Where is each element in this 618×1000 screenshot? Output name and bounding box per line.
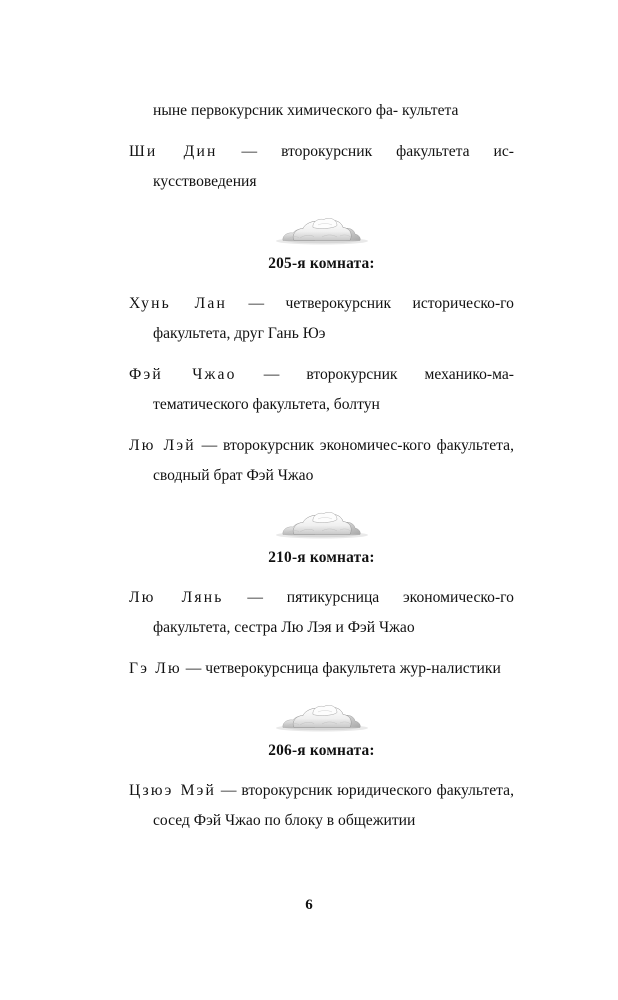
- entry-text-line2: налистики: [431, 660, 501, 677]
- em-dash: —: [220, 782, 237, 799]
- person-name: Хунь Лан: [129, 295, 228, 312]
- person-name: Лю Лэй: [129, 437, 196, 454]
- em-dash: —: [241, 143, 258, 160]
- entry-text: второкурсник механико-ма-: [306, 366, 514, 383]
- person-name: Цзюэ Мэй: [129, 782, 217, 799]
- entry-text: второкурсник экономичес-: [222, 437, 403, 454]
- entry-text-line2: кого факультета, сводный брат Фэй: [153, 437, 514, 484]
- em-dash: —: [263, 366, 280, 383]
- entry-text-line2: тематического факультета, болтун: [153, 396, 380, 413]
- em-dash: —: [201, 437, 218, 454]
- cloud-ornament-icon: [274, 700, 370, 734]
- list-item: [129, 289, 514, 349]
- entry-text-line2: культета: [401, 102, 459, 119]
- entry-text-line2: го факультета, друг Гань Юэ: [153, 295, 514, 342]
- entry-text-line2: кусствоведения: [153, 173, 257, 190]
- person-name: Фэй Чжао: [129, 366, 237, 383]
- list-item: [129, 431, 514, 491]
- text-column: [129, 96, 514, 836]
- entry-text: пятикурсница экономическо-: [286, 589, 501, 606]
- person-name: Гэ Лю: [129, 660, 182, 677]
- cloud-ornament-icon: [274, 213, 370, 247]
- entry-text: четверокурсница факультета жур-: [205, 660, 432, 677]
- entry-text: второкурсник юридического: [241, 782, 432, 799]
- person-name: Лю Лянь: [129, 589, 224, 606]
- em-dash: —: [247, 589, 263, 606]
- room-heading: 205-я комната:: [268, 255, 375, 272]
- em-dash: —: [185, 660, 202, 677]
- cloud-ornament-icon: [274, 507, 370, 541]
- entry-text: четверокурсник историческо-: [285, 295, 501, 312]
- person-name: Ши Дин: [129, 143, 218, 160]
- entry-text-line2: факультета, сосед Фэй Чжао по блоку: [153, 782, 514, 829]
- list-item: [129, 583, 514, 643]
- entry-continuation: [129, 96, 514, 126]
- section-divider-206: [129, 700, 514, 762]
- entry-text-line2: го факультета, сестра Лю Лэя и Фэй: [153, 589, 514, 636]
- list-item: [129, 654, 514, 684]
- list-item: [129, 137, 514, 197]
- em-dash: —: [248, 295, 265, 312]
- room-heading: 210-я комната:: [268, 549, 375, 566]
- entry-text-line3: Чжао: [277, 467, 314, 484]
- section-divider-205: [129, 213, 514, 275]
- list-item: [129, 776, 514, 836]
- entry-text: ныне первокурсник химического фа-: [153, 102, 399, 119]
- room-heading: 206-я комната:: [268, 742, 375, 759]
- page-number: 6: [305, 897, 313, 913]
- section-divider-210: [129, 507, 514, 569]
- list-item: [129, 360, 514, 420]
- entry-text: второкурсник факультета ис-: [281, 143, 514, 160]
- entry-text-line3: Чжао: [378, 619, 415, 636]
- entry-text-line3: в общежитии: [326, 812, 416, 829]
